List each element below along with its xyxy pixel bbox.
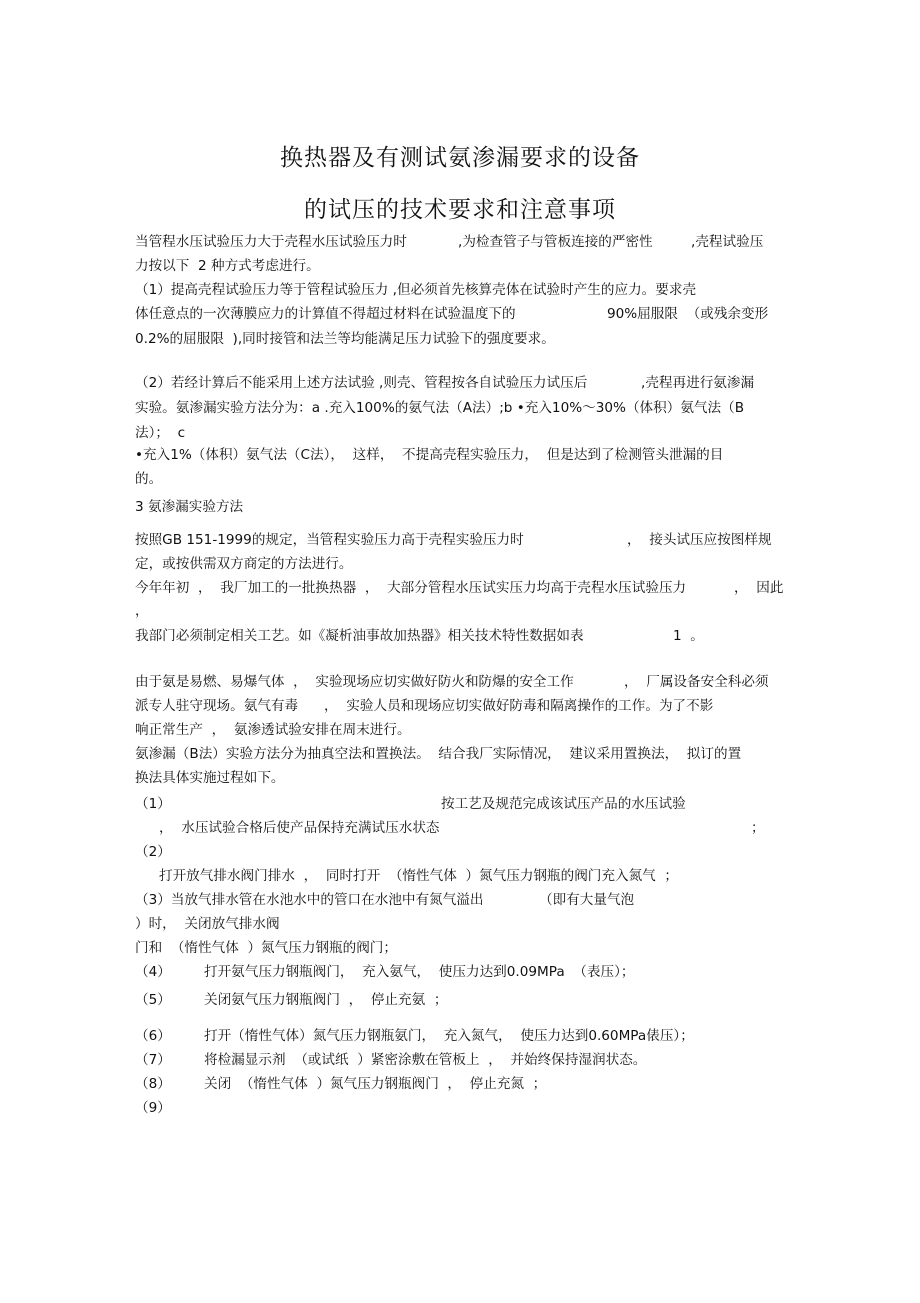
paragraph-1-text: ,为检查管子与管板连接的严密性 — [458, 234, 653, 250]
paragraph-2-text: 体任意点的一次薄膜应力的计算值不得超过材料在试验温度下的 — [135, 306, 516, 322]
paragraph-3-text: ,壳程再进行氨渗漏 — [641, 375, 755, 391]
paragraph-7-text: 氨渗漏（B法）实验方法分为抽真空法和置换法。 结合我厂实际情况， 建议采用置换法， 拟订的置 — [135, 746, 742, 762]
step-number: （1） — [135, 796, 171, 812]
paragraph-5-text: 我部门必须制定相关工艺。如《凝析油事故加热器》相关技术特性数据如表 — [135, 628, 584, 644]
step-text: ； — [751, 820, 765, 836]
paragraph-5-text: 1 。 — [673, 628, 704, 644]
paragraph-4-text: ， 接头试压应按图样规 — [627, 532, 772, 548]
paragraph-4-text: 按照GB 151-1999的规定，当管程实验压力高于壳程实验压力时 — [135, 532, 524, 548]
paragraph-6-text: 派专人驻守现场。氨气有毒 ， 实验人员和现场应切实做好防毒和隔离操作的工作。为了不影 — [135, 698, 714, 714]
step-number: （4） — [135, 964, 171, 980]
step-number: （9） — [135, 1100, 171, 1116]
step-text: ）时， 关闭放气排水阀 — [135, 916, 280, 932]
paragraph-3-text: （2）若经计算后不能采用上述方法试验 ,则壳、管程按各自试验压力试压后 — [135, 375, 588, 391]
step-number: （2） — [135, 844, 171, 860]
step-text: 门和 （惰性气体 ）氮气压力钢瓶的阀门； — [135, 940, 397, 956]
paragraph-3-text: 实验。氨渗漏实验方法分为：a .充入100%的氨气法（A法）;b •充入10%～30%（体积）氨气法（B — [135, 400, 745, 416]
step-text: 打开（惰性气体）氮气压力钢瓶氨门， 充入氮气， 使压力达到0.60MPa俵压）； — [204, 1028, 694, 1044]
paragraph-5-text: ， 因此 — [734, 580, 784, 596]
paragraph-1-text: 当管程水压试验压力大于壳程水压试验压力时 — [135, 234, 407, 250]
paragraph-2-text: （1）提高壳程试验压力等于管程试验压力 ,但必须首先核算壳体在试验时产生的应力。要求壳 — [135, 282, 697, 298]
step-text: 关闭氨气压力钢瓶阀门 ， 停止充氨 ； — [204, 992, 448, 1008]
step-text: 打开放气排水阀门排水 ， 同时打开 （惰性气体 ）氮气压力钢瓶的阀门充入氮气 ； — [159, 868, 678, 884]
section-heading: 3 氨渗漏实验方法 — [135, 499, 244, 515]
paragraph-6-text: 响正常生产 ， 氨渗透试验安排在周末进行。 — [135, 722, 411, 738]
step-text: （3）当放气排水管在水池水中的管口在水池中有氮气溢出 — [135, 892, 484, 908]
paragraph-2-text: 0.2%的屈服限 ),同时接管和法兰等均能满足压力试验下的强度要求。 — [135, 331, 555, 347]
paragraph-3-text: 法）； c — [135, 425, 186, 441]
step-number: （5） — [135, 992, 171, 1008]
paragraph-5-text: ， — [135, 603, 149, 619]
paragraph-6-text: ， 厂属设备安全科必须 — [624, 674, 769, 690]
step-number: （8） — [135, 1076, 171, 1092]
step-text: （即有大量气泡 — [539, 892, 635, 908]
paragraph-7-text: 换法具体实施过程如下。 — [135, 770, 285, 786]
paragraph-1-text: 力按以下 2 种方式考虑进行。 — [135, 258, 320, 274]
step-text: 关闭 （惰性气体 ）氮气压力钢瓶阀门 ， 停止充氮 ； — [204, 1076, 547, 1092]
step-text: 按工艺及规范完成该试压产品的水压试验 — [441, 796, 686, 812]
paragraph-5-text: 今年年初 ， 我厂加工的一批换热器 ， 大部分管程水压试实压力均高于壳程水压试验压力 — [135, 580, 687, 596]
document-title-line2: 的试压的技术要求和注意事项 — [304, 197, 616, 223]
step-text: ， 水压试验合格后使产品保持充满试压水状态 — [159, 820, 440, 836]
step-number: （6） — [135, 1028, 171, 1044]
paragraph-6-text: 由于氨是易燃、易爆气体 ， 实验现场应切实做好防火和防爆的安全工作 — [135, 674, 574, 690]
paragraph-3-text: •充入1%（体积）氨气法（C法）， 这样， 不提高壳程实验压力， 但是达到了检测管头泄漏的目 — [135, 447, 724, 463]
step-number: （7） — [135, 1052, 171, 1068]
paragraph-3-text: 的。 — [135, 471, 163, 487]
step-text: 将检漏显示剂 （或试纸 ）紧密涂敷在管板上 ， 并始终保持湿润状态。 — [204, 1052, 647, 1068]
step-text: 打开氨气压力钢瓶阀门， 充入氨气， 使压力达到0.09MPa （表压）； — [204, 964, 635, 980]
paragraph-2-text: 90%屈服限 （或残余变形 — [607, 306, 769, 322]
document-title-line1: 换热器及有测试氨渗漏要求的设备 — [280, 145, 640, 171]
paragraph-4-text: 定，或按供需双方商定的方法进行。 — [135, 556, 353, 572]
paragraph-1-text: ,壳程试验压 — [691, 234, 764, 250]
